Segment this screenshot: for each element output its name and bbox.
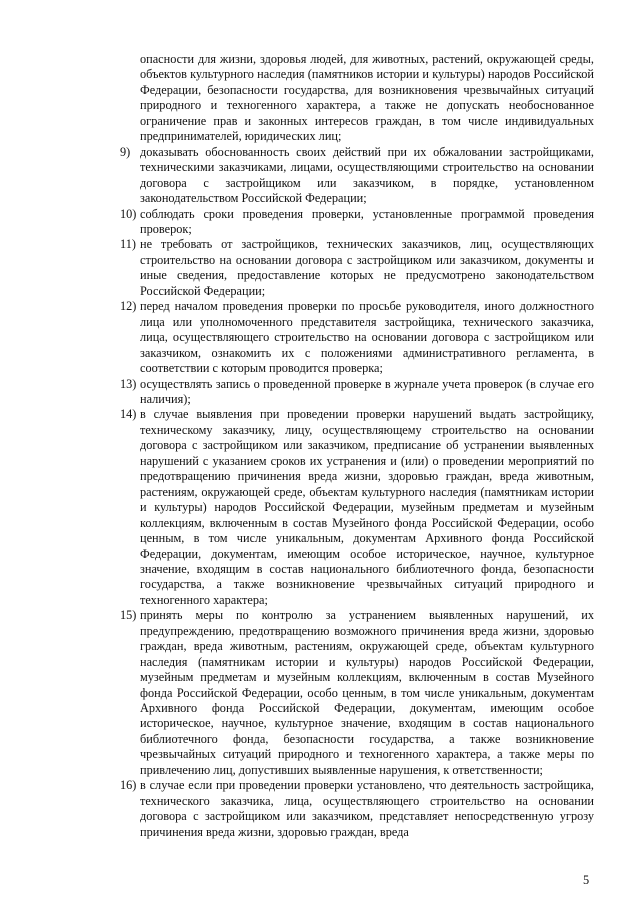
list-item-text: соблюдать сроки проведения проверки, установленные программой проведения проверок; xyxy=(140,206,594,236)
list-item-text: доказывать обоснованность своих действий при их обжаловании застройщиками, техническими заказчиками, лицами, осуществляющими строительство на основании договора с застройщиком или заказчиком, в порядке, установленном законодательством Российской Федерации; xyxy=(140,144,594,206)
list-item-text: в случае если при проведении проверки установлено, что деятельность застройщика, технического заказчика, лица, осуществляющего строительство на основании договора с застройщиком или заказчиком, представляет непосредственную угрозу причинения вреда жизни, здоровью граждан, вреда xyxy=(140,778,594,839)
list-item-number: 14) xyxy=(120,407,137,422)
page-number: 5 xyxy=(583,873,590,887)
list-item-number: 16) xyxy=(120,778,137,793)
continued-paragraph: опасности для жизни, здоровья людей, для животных, растений, окружающей среды, объектов культурного наследия (памятников истории и культуры) народов Российской Федерации, безопасности государства, для возникновения чрезвычайных ситуаций природного и техногенного характера, а также не допускать необоснованное ограничение прав и законных интересов граждан, в том числе индивидуальных предпринимателей, юридических лиц; xyxy=(140,52,594,144)
list-item-number: 9) xyxy=(120,144,131,159)
list-item-11 xyxy=(120,237,594,299)
list-item-text: осуществлять запись о проведенной проверке в журнале учета проверок (в случае его наличия); xyxy=(140,376,594,406)
list-item-16 xyxy=(120,778,594,840)
list-item-number: 11) xyxy=(120,237,136,252)
list-item-number: 12) xyxy=(120,299,137,314)
list-item-number: 13) xyxy=(120,376,137,391)
list-item-12 xyxy=(120,299,594,376)
list-item-number: 15) xyxy=(120,608,137,623)
list-item-text: принять меры по контролю за устранением выявленных нарушений, их предупреждению, предотвращению возможного причинения вреда жизни, здоровью граждан, вреда животным, растениям, окружающей среде, объектам культурного наследия (памятникам истории и культуры) народов Российской Федерации, музейным предметам и музейным коллекциям, включенным в состав Музейного фонда Российской Федерации, особо ценным, в том числе уникальным, документам Архивного фонда Российской Федерации, документам, имеющим особое историческое, научное, культурное значение, входящим в состав национального библиотечного фонда, безопасности государства, а также возникновение чрезвычайных ситуаций природного и техногенного характера, а также меры по привлечению лиц, допустивших выявленные нарушения, к ответственности; xyxy=(140,608,594,777)
list-item-text: в случае выявления при проведении проверки нарушений выдать застройщику, техническому заказчику, лицу, осуществляющему строительство на основании договора с застройщиком или заказчиком, предписание об устранении выявленных нарушений с указанием сроков их устранения и (или) о проведении мероприятий по предотвращению причинения вреда жизни, здоровью граждан, вреда животным, растениям, окружающей среде, объектам культурного наследия (памятникам истории и культуры) народов Российской Федерации, музейным предметам и музейным коллекциям, включенным в состав Музейного фонда Российской Федерации, особо ценным, в том числе уникальным, документам Архивного фонда Российской Федерации, документам, имеющим особое историческое, научное, культурное значение, входящим в состав национального библиотечного фонда, безопасности государства, а также возникновение чрезвычайных ситуаций природного и техногенного характера; xyxy=(140,407,594,607)
list-item-text: перед началом проведения проверки по просьбе руководителя, иного должностного лица или уполномоченного представителя застройщика, технического заказчика, лица, осуществляющего строительство на основании договора с застройщиком или заказчиком, ознакомить их с положениями административного регламента, в соответствии с которым проводится проверка; xyxy=(140,299,594,376)
list-item-text: не требовать от застройщиков, технических заказчиков, лиц, осуществляющих строительство на основании договора с застройщиком или заказчиком, документы и иные сведения, предоставление которых не предусмотрено законодательством Российской Федерации; xyxy=(140,237,594,298)
list-item-14 xyxy=(120,407,594,608)
list-item-13 xyxy=(120,377,594,408)
page-body xyxy=(120,52,594,840)
list-item-10 xyxy=(120,207,594,238)
list-item-number: 10) xyxy=(120,206,137,221)
list-item-9 xyxy=(120,145,594,207)
list-item-15 xyxy=(120,608,594,778)
